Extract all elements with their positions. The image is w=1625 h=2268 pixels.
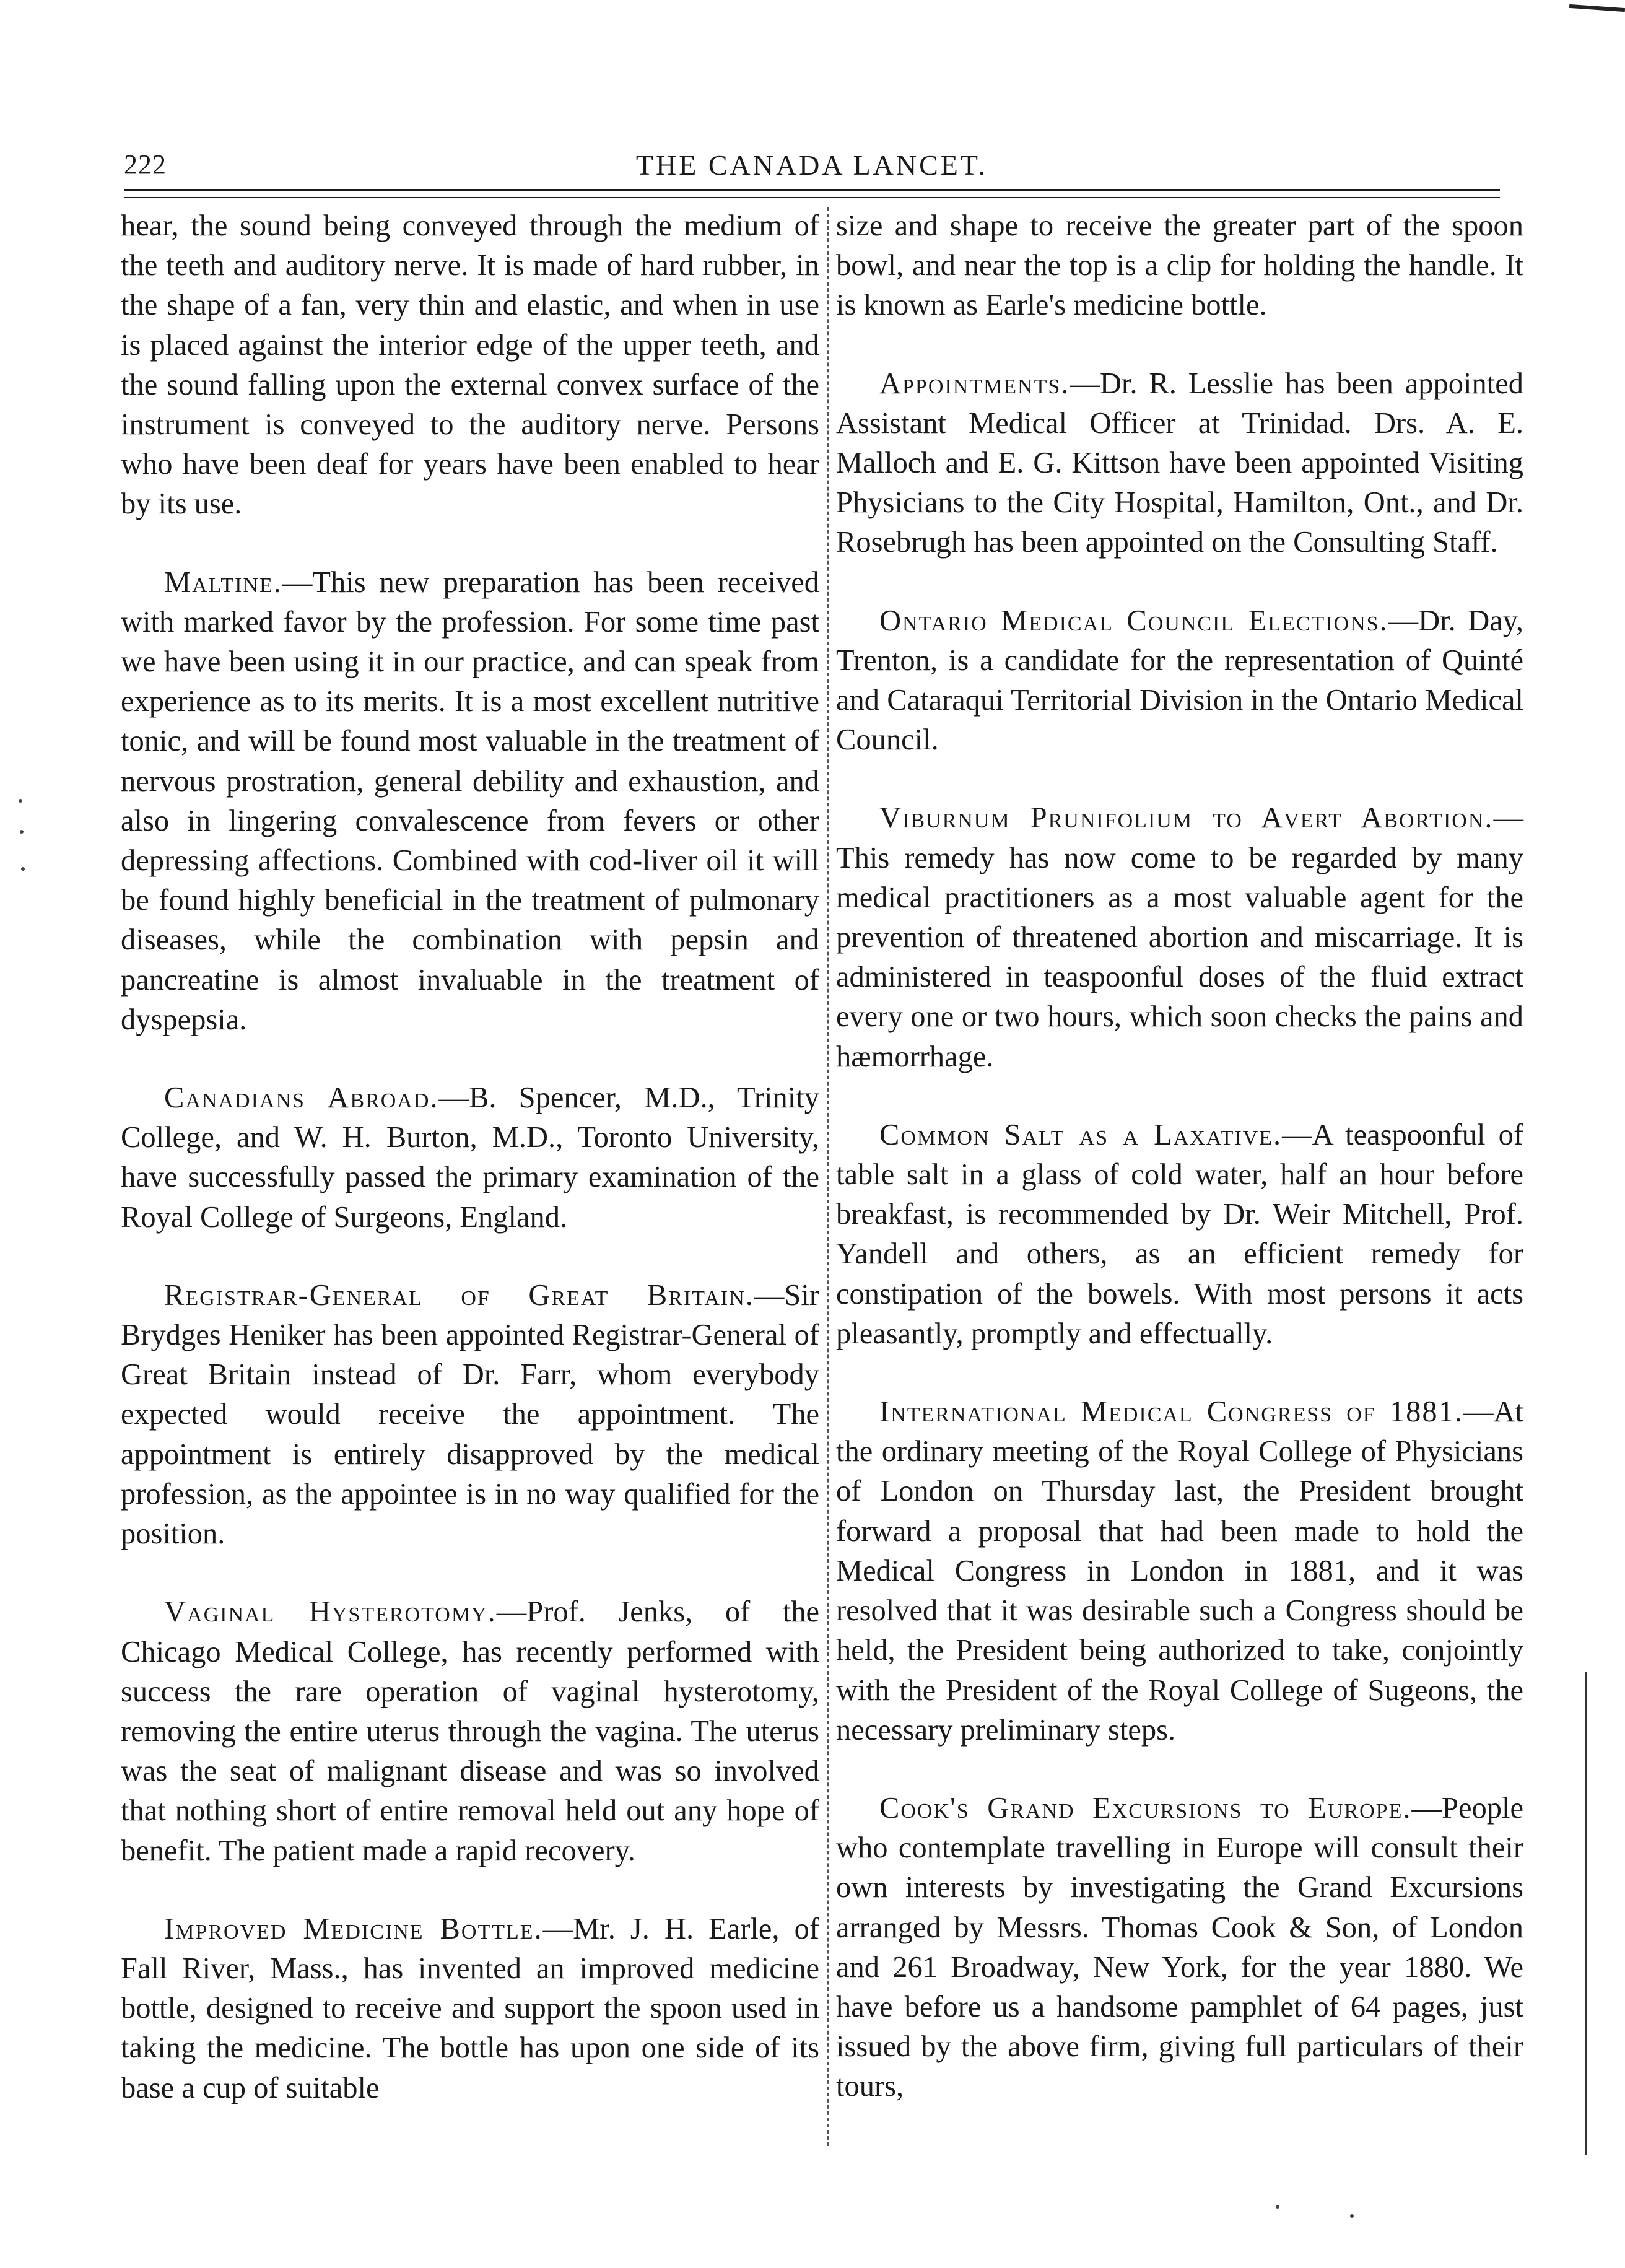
scan-speck <box>1276 2205 1279 2209</box>
header-rule-thick <box>124 189 1500 191</box>
right-column <box>836 206 1523 2145</box>
article-body: —Sir Brydges Heniker has been appointed Registrar-General of Great Britain instead of Dr. Farr, whom everybody expected would receive the appointment. The appointment is entirely disapproved by the medical profession, as the appointee is in no way qualified for the position. <box>121 1278 819 1551</box>
article-paragraph <box>121 1592 819 1870</box>
article-paragraph <box>121 563 819 1040</box>
article-paragraph <box>836 364 1523 563</box>
article-heading: Maltine. <box>164 565 282 599</box>
article-body: —People who contemplate travelling in Europe will consult their own interests by investigating the Grand Excursions arranged by Messrs. Thomas Cook & Son, of London and 261 Broadway, New York, for the year 1880. We have before us a handsome pamphlet of 64 pages, just issued by the above firm, giving full particulars of their tours, <box>836 1791 1523 2103</box>
article-paragraph <box>836 1789 1523 2107</box>
article-heading: Vaginal Hysterotomy. <box>164 1595 497 1629</box>
article-paragraph <box>121 1276 819 1554</box>
article-body: —Dr. Day, Trenton, is a candidate for the representation of Quinté and Cataraqui Territorial Division in the Ontario Medical Council. <box>836 604 1523 757</box>
column-divider <box>827 207 829 2146</box>
header-rule-thin <box>124 197 1500 198</box>
article-paragraph <box>836 1115 1523 1354</box>
scan-speck <box>20 830 24 834</box>
article-paragraph <box>836 206 1523 326</box>
article-heading: Ontario Medical Council Elections. <box>879 604 1388 637</box>
article-heading: International Medical Congress of 1881. <box>879 1395 1463 1429</box>
scan-speck <box>21 867 25 871</box>
article-heading: Improved Medicine Bottle. <box>164 1912 543 1945</box>
article-paragraph <box>121 206 819 525</box>
article-body: —At the ordinary meeting of the Royal College of Physicians of London on Thursday last, the President brought forward a proposal that had been made to hold the Medical Congress in London in 1881, and it was resolved that it was desirable such a Congress should be held, the President being authorized to take, conjointly with the President of the Royal College of Sugeons, the necessary preliminary steps. <box>836 1395 1523 1747</box>
running-header <box>124 149 1500 186</box>
article-heading: Canadians Abroad. <box>164 1081 439 1115</box>
article-heading: Viburnum Prunifolium to Avert Abortion. <box>879 801 1494 835</box>
article-body: —Prof. Jenks, of the Chicago Medical College, has recently performed with success the rare operation of vaginal hysterotomy, removing the entire uterus through the vagina. The uterus was the seat of malignant disease and was so involved that nothing short of entire removal held out any hope of benefit. The patient made a rapid recovery. <box>121 1595 819 1867</box>
article-paragraph <box>121 1909 819 2108</box>
article-paragraph <box>121 1078 819 1237</box>
article-body: size and shape to receive the greater part of the spoon bowl, and near the top is a clip for holding the handle. It is known as Earle's medicine bottle. <box>836 209 1523 322</box>
article-body: —A teaspoonful of table salt in a glass of cold water, half an hour before breakfast, is recommended by Dr. Weir Mitchell, Prof. Yandell and others, as an efficient remedy for constipation of the bowels. With most persons it acts pleasantly, promptly and effectually. <box>836 1118 1523 1350</box>
article-paragraph <box>836 1392 1523 1750</box>
article-paragraph <box>836 798 1523 1076</box>
article-body: —Mr. J. H. Earle, of Fall River, Mass., has invented an improved medicine bottle, designed to receive and support the spoon used in taking the medicine. The bottle has upon one side of its base a cup of suitable <box>121 1912 819 2104</box>
article-heading: Appointments. <box>879 367 1070 400</box>
scan-speck <box>19 799 22 803</box>
article-heading: Common Salt as a Laxative. <box>879 1118 1283 1151</box>
article-paragraph <box>836 601 1523 761</box>
scan-edge-line <box>1585 1672 1587 2155</box>
article-body: —This new preparation has been received with marked favor by the profession. For some time past we have been using it in our practice, and can speak from experience as to its merits. It is a most excellent nutritive tonic, and will be found most valuable in the treatment of nervous prostration, general debility and exhaustion, and also in lingering convalescence from fevers or other depressing affections. Combined with cod-liver oil it will be found highly beneficial in the treatment of pulmonary diseases, while the combination with pepsin and pancreatine is almost invaluable in the treatment of dyspepsia. <box>121 565 819 1036</box>
article-body: —This remedy has now come to be regarded by many medical practitioners as a most valuable agent for the prevention of threatened abortion and miscarriage. It is administered in teaspoonful doses of the fluid extract every one or two hours, which soon checks the pains and hæmorrhage. <box>836 801 1523 1073</box>
page-number: 222 <box>124 149 167 180</box>
left-column <box>121 206 819 2147</box>
article-body: —Dr. R. Lesslie has been appointed Assistant Medical Officer at Trinidad. Drs. A. E. Malloch and E. G. Kittson have been appointed Visiting Physicians to the City Hospital, Hamilton, Ont., and Dr. Rosebrugh has been appointed on the Consulting Staff. <box>836 367 1523 559</box>
article-heading: Registrar-General of Great Britain. <box>164 1278 754 1312</box>
article-body: hear, the sound being conveyed through the medium of the teeth and auditory nerve. It is made of hard rubber, in the shape of a fan, very thin and elastic, and when in use is placed against the interior edge of the upper teeth, and the sound falling upon the external convex surface of the instrument is conveyed to the auditory nerve. Persons who have been deaf for years have been enabled to hear by its use. <box>121 209 819 521</box>
corner-scan-mark <box>1569 4 1625 12</box>
journal-title: THE CANADA LANCET. <box>635 149 988 181</box>
article-heading: Cook's Grand Excursions to Europe. <box>879 1791 1412 1825</box>
scan-speck <box>1350 2214 1354 2218</box>
article-body: —B. Spencer, M.D., Trinity College, and W. H. Burton, M.D., Toronto University, have successfully passed the primary examination of the Royal College of Surgeons, England. <box>121 1081 819 1234</box>
